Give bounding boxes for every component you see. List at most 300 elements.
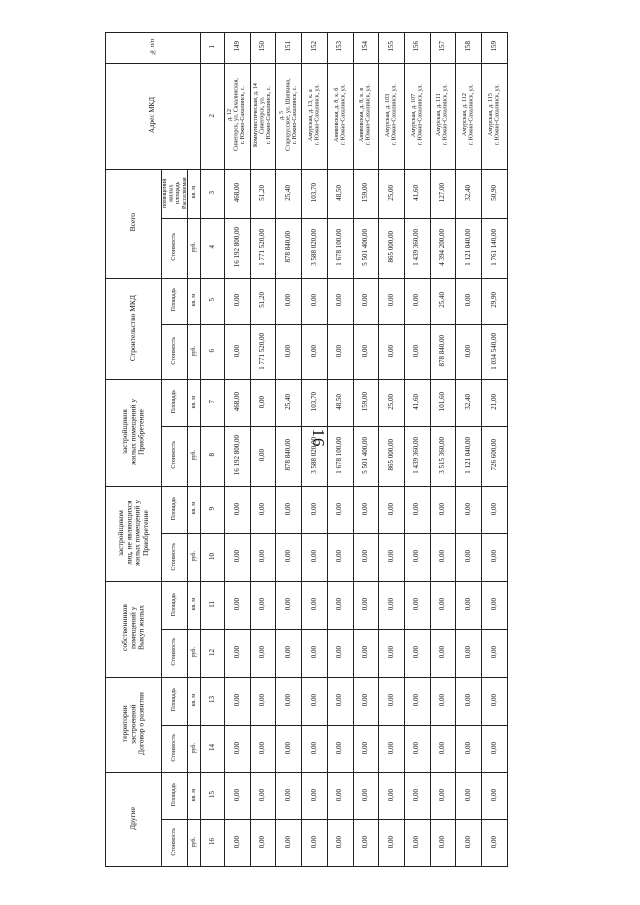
- table-row: [106, 427, 585, 487]
- cost-value: 0,00: [361, 741, 370, 754]
- table-cell: [276, 64, 302, 170]
- table-cell: [327, 427, 353, 487]
- row-number: 152: [309, 41, 318, 52]
- cost-value: 0,00: [258, 448, 267, 462]
- header-cell: [188, 278, 201, 325]
- table-cell: [404, 725, 430, 773]
- table-cell: [482, 64, 508, 170]
- cost-value: 0,00: [361, 645, 370, 659]
- table-cell: [379, 33, 405, 64]
- header-cell: [162, 773, 188, 820]
- cost-value: 0,00: [386, 741, 395, 754]
- unit-label: руб.: [190, 551, 197, 562]
- table-row: [106, 630, 585, 678]
- col-number: 1: [207, 44, 216, 49]
- area-value: 103,70: [309, 392, 318, 412]
- header-cell: [162, 630, 188, 678]
- table-cell: [302, 677, 328, 725]
- area-value: 0,00: [386, 293, 395, 307]
- table-cell: [456, 380, 482, 427]
- header-cell: [188, 325, 201, 380]
- table-cell: [379, 380, 405, 427]
- table-cell: [404, 630, 430, 678]
- table-cell: [379, 820, 405, 867]
- table-cell: [327, 725, 353, 773]
- cost-value: 0,00: [361, 344, 370, 358]
- header-cell: [201, 486, 225, 534]
- header-cell: [188, 677, 201, 725]
- area-value: 0,00: [386, 693, 395, 707]
- area-value: 25,00: [386, 184, 395, 201]
- area-value: 0,00: [438, 598, 447, 611]
- cost-value: 0,00: [309, 835, 318, 848]
- area-value: 0,00: [283, 788, 292, 802]
- table-cell: [353, 677, 379, 725]
- cost-value: 0,00: [463, 741, 472, 754]
- area-value: 0,00: [232, 293, 241, 307]
- table-row: [106, 820, 585, 867]
- table-cell: [482, 33, 508, 64]
- row-number: 156: [412, 41, 421, 52]
- cost-value: 0,00: [283, 741, 292, 754]
- table-cell: [225, 219, 251, 279]
- table-cell: [225, 677, 251, 725]
- table-cell: [327, 219, 353, 279]
- table-cell: [456, 582, 482, 630]
- table-cell: [276, 820, 302, 867]
- table-cell: [379, 630, 405, 678]
- cost-value: 3 588 020,00: [309, 436, 318, 474]
- row-number: 157: [438, 41, 447, 52]
- col-number: 12: [207, 648, 216, 656]
- table-cell: [327, 380, 353, 427]
- area-value: 0,00: [309, 293, 318, 307]
- area-value: 0,00: [463, 502, 472, 515]
- address-header: Адрес МКД: [148, 97, 157, 134]
- cost-value: 0,00: [283, 344, 292, 358]
- area-value: 0,00: [386, 502, 395, 515]
- table-cell: [430, 170, 456, 219]
- table-cell: [456, 820, 482, 867]
- table-cell: [250, 427, 276, 487]
- unit-label: кв. м: [190, 502, 197, 515]
- table-cell: [327, 534, 353, 582]
- cost-value: 1 761 140,00: [489, 228, 498, 266]
- area-value: 0,00: [335, 502, 344, 515]
- unit-label: кв. м: [190, 598, 197, 611]
- table-cell: [353, 725, 379, 773]
- table-cell: [302, 820, 328, 867]
- area-value: 25,40: [438, 292, 447, 308]
- cost-header: Стоимость: [171, 733, 178, 762]
- table-cell: [430, 820, 456, 867]
- table-cell: [353, 820, 379, 867]
- area-value: 41,60: [412, 184, 421, 201]
- group-header: Выкуп жилых помещений у собственников: [120, 604, 146, 652]
- table-cell: [456, 427, 482, 487]
- table-cell: [276, 278, 302, 325]
- cost-value: 0,00: [232, 645, 241, 659]
- cost-value: 0,00: [438, 550, 447, 563]
- cost-value: 878 840,00: [283, 231, 292, 263]
- table-cell: [482, 677, 508, 725]
- table-cell: [379, 534, 405, 582]
- area-value: 0,00: [258, 693, 267, 707]
- cost-value: 0,00: [258, 741, 267, 754]
- table-cell: [225, 582, 251, 630]
- header-cell: [188, 630, 201, 678]
- table-cell: [250, 64, 276, 170]
- table-cell: [327, 64, 353, 170]
- group-header-cell: [106, 278, 162, 380]
- unit-label: кв. м: [190, 788, 197, 802]
- area-value: 0,00: [258, 502, 267, 515]
- header-cell: [201, 278, 225, 325]
- table-cell: [302, 630, 328, 678]
- area-value: 468,00: [232, 392, 241, 412]
- table-cell: [302, 325, 328, 380]
- table-cell: [225, 630, 251, 678]
- col-number: 6: [207, 349, 216, 353]
- group-header: Приобретение жилых помещений у лиц, не являющихся застройщиком: [116, 499, 150, 566]
- cost-header: Стоимость: [171, 337, 178, 365]
- table-cell: [456, 677, 482, 725]
- table-cell: [482, 380, 508, 427]
- area-value: 0,00: [335, 598, 344, 611]
- header-cell: [188, 820, 201, 867]
- table-cell: [353, 170, 379, 219]
- table-cell: [456, 219, 482, 279]
- area-value: 0,00: [309, 788, 318, 802]
- cost-value: 0,00: [463, 645, 472, 659]
- cost-value: 0,00: [412, 835, 421, 848]
- table-cell: [250, 534, 276, 582]
- group-header-cell: [106, 170, 162, 278]
- area-value: 32,40: [463, 394, 472, 410]
- cost-value: 0,00: [386, 835, 395, 848]
- table-cell: [225, 534, 251, 582]
- table-cell: [276, 582, 302, 630]
- group-header: Приобретение жилых помещений у застройщиков: [120, 398, 146, 465]
- cost-value: 0,00: [438, 645, 447, 659]
- header-cell: [201, 630, 225, 678]
- table-cell: [276, 380, 302, 427]
- page-number: 16: [309, 428, 328, 448]
- table-cell: [302, 773, 328, 820]
- table-cell: [327, 486, 353, 534]
- area-value: 159,00: [361, 392, 370, 412]
- table-cell: [379, 325, 405, 380]
- area-value: 0,00: [283, 598, 292, 611]
- unit-label: руб.: [190, 836, 197, 847]
- address-cell: г. Южно-Сахалинск, с. Старорусское, ул. Шипкина, д. 5: [278, 78, 299, 152]
- area-value: 0,00: [386, 788, 395, 802]
- table-cell: [250, 33, 276, 64]
- table-cell: [250, 278, 276, 325]
- cost-value: 0,00: [335, 550, 344, 563]
- header-cell: [201, 820, 225, 867]
- area-value: 0,00: [438, 788, 447, 802]
- area-value: 32,40: [463, 184, 472, 201]
- area-header: Площадь: [171, 390, 178, 414]
- table-cell: [456, 278, 482, 325]
- area-value: 0,00: [412, 788, 421, 802]
- table-cell: [430, 33, 456, 64]
- header-cell: [162, 725, 188, 773]
- area-value: 159,00: [361, 183, 370, 203]
- table-row: [106, 486, 585, 534]
- cost-value: 0,00: [489, 550, 498, 563]
- area-value: 0,00: [412, 293, 421, 307]
- unit-label: руб.: [190, 241, 197, 253]
- table-cell: [302, 427, 328, 487]
- table-cell: [430, 534, 456, 582]
- table-cell: [482, 325, 508, 380]
- table-cell: [276, 534, 302, 582]
- table-cell: [276, 630, 302, 678]
- table-cell: [379, 582, 405, 630]
- area-value: 0,00: [309, 598, 318, 611]
- col-number: 8: [207, 453, 216, 457]
- area-value: 0,00: [489, 502, 498, 515]
- table-cell: [327, 278, 353, 325]
- cost-value: 0,00: [309, 741, 318, 754]
- table-cell: [482, 278, 508, 325]
- table-cell: [225, 170, 251, 219]
- table-cell: [302, 219, 328, 279]
- cost-header: Стоимость: [171, 542, 178, 571]
- cost-value: 0,00: [232, 344, 241, 358]
- group-header: Договор о развитии застроенной территории: [120, 692, 146, 756]
- table-cell: [456, 773, 482, 820]
- cost-value: 5 501 400,00: [361, 436, 370, 474]
- area-value: 29,90: [489, 292, 498, 308]
- cost-header: Стоимость: [171, 638, 178, 666]
- group-header: Другие: [128, 806, 138, 830]
- table-cell: [404, 219, 430, 279]
- table-cell: [302, 534, 328, 582]
- table-cell: [302, 380, 328, 427]
- area-value: 0,00: [463, 598, 472, 611]
- cost-value: 0,00: [438, 835, 447, 848]
- header-cell: [188, 170, 201, 219]
- table-cell: [327, 630, 353, 678]
- area-value: 101,60: [438, 392, 447, 412]
- cost-value: 0,00: [258, 835, 267, 848]
- cost-value: 1 121 040,00: [463, 228, 472, 266]
- col-number: 15: [207, 791, 216, 799]
- cost-value: 0,00: [335, 835, 344, 848]
- unit-label: кв. м: [190, 186, 197, 199]
- col-number: 3: [207, 190, 216, 195]
- cost-value: 0,00: [412, 550, 421, 563]
- col-number: 10: [207, 553, 216, 561]
- table-cell: [430, 582, 456, 630]
- address-cell: г. Южно-Сахалинск, ул. Амурская, д. 112: [462, 84, 475, 146]
- table-cell: [225, 820, 251, 867]
- group-header-cell: [106, 773, 162, 867]
- table-cell: [430, 64, 456, 170]
- table-cell: [302, 278, 328, 325]
- area-value: 25,40: [283, 394, 292, 410]
- cost-value: 0,00: [463, 835, 472, 848]
- row-number: 151: [283, 41, 292, 52]
- cost-value: 0,00: [335, 645, 344, 659]
- table-cell: [456, 725, 482, 773]
- table-cell: [456, 33, 482, 64]
- table-cell: [225, 486, 251, 534]
- header-cell: [106, 33, 201, 64]
- area-value: 0,00: [258, 788, 267, 802]
- area-header: Расселяемая площадь жилых помещений: [162, 176, 188, 209]
- table-row: [106, 677, 585, 725]
- area-value: 0,00: [412, 502, 421, 515]
- unit-label: кв. м: [190, 693, 197, 707]
- table-cell: [225, 725, 251, 773]
- table-cell: [404, 773, 430, 820]
- cost-value: 3 588 020,00: [309, 228, 318, 266]
- table-cell: [430, 325, 456, 380]
- table-cell: [379, 677, 405, 725]
- table-cell: [379, 427, 405, 487]
- header-cell: [201, 534, 225, 582]
- header-cell: [162, 427, 188, 487]
- table-cell: [482, 534, 508, 582]
- table-cell: [353, 534, 379, 582]
- cost-value: 726 600,00: [489, 439, 498, 471]
- area-value: 0,00: [232, 502, 241, 515]
- table-cell: [276, 33, 302, 64]
- cost-value: 0,00: [489, 741, 498, 754]
- table-cell: [327, 325, 353, 380]
- table-cell: [404, 380, 430, 427]
- area-value: 0,00: [489, 693, 498, 707]
- address-cell: г. Южно-Сахалинск, с. Синегорск, ул. Сахалинская, д. 12: [227, 78, 247, 152]
- cost-value: 878 840,00: [283, 439, 292, 471]
- area-value: 41,60: [412, 394, 421, 410]
- area-value: 0,00: [463, 693, 472, 707]
- area-header: Площадь: [171, 592, 178, 617]
- area-value: 0,00: [463, 293, 472, 307]
- table-row: [106, 534, 585, 582]
- cost-value: 0,00: [386, 550, 395, 563]
- cost-value: 0,00: [412, 645, 421, 659]
- cost-value: 0,00: [232, 835, 241, 848]
- cost-value: 0,00: [489, 835, 498, 848]
- cost-value: 1 678 100,00: [335, 436, 344, 474]
- area-value: 48,50: [335, 394, 344, 410]
- table-cell: [353, 630, 379, 678]
- cost-value: 865 000,00: [386, 231, 395, 263]
- area-value: 0,00: [489, 598, 498, 611]
- address-cell: г. Южно-Сахалинск, ул. Амурская, д. 107: [410, 84, 424, 146]
- group-header-cell: [106, 677, 162, 773]
- cost-value: 0,00: [412, 741, 421, 754]
- cost-value: 0,00: [232, 550, 241, 563]
- cost-header: Стоимость: [171, 827, 178, 856]
- unit-label: руб.: [190, 449, 197, 461]
- cost-value: 1 121 040,00: [463, 436, 472, 474]
- area-value: 0,00: [309, 502, 318, 515]
- table-row: [106, 582, 585, 630]
- cost-value: 0,00: [309, 344, 318, 358]
- table-cell: [456, 534, 482, 582]
- cost-header: Стоимость: [171, 233, 178, 261]
- table-cell: [302, 582, 328, 630]
- cost-value: 0,00: [361, 835, 370, 848]
- area-header: Площадь: [171, 688, 178, 712]
- table-cell: [482, 630, 508, 678]
- header-cell: [201, 219, 225, 279]
- cost-value: 16 192 800,00: [232, 226, 241, 268]
- cost-value: 0,00: [283, 835, 292, 848]
- cost-value: 0,00: [232, 741, 241, 754]
- table-cell: [379, 486, 405, 534]
- area-value: 127,00: [438, 183, 447, 203]
- header-cell: [162, 534, 188, 582]
- table-cell: [250, 725, 276, 773]
- col-number: 4: [207, 245, 216, 249]
- table-cell: [404, 582, 430, 630]
- header-cell: [201, 170, 225, 219]
- table-cell: [327, 677, 353, 725]
- cost-value: 0,00: [335, 741, 344, 754]
- header-cell: [162, 278, 188, 325]
- area-value: 0,00: [412, 598, 421, 611]
- table-row: [106, 725, 585, 773]
- table-cell: [276, 486, 302, 534]
- cost-value: 0,00: [335, 344, 344, 358]
- table-cell: [353, 33, 379, 64]
- table-cell: [302, 64, 328, 170]
- table-row: [106, 380, 585, 427]
- area-header: Площадь: [171, 497, 178, 521]
- area-value: 0,00: [489, 788, 498, 802]
- cost-value: 0,00: [258, 550, 267, 563]
- table-cell: [276, 773, 302, 820]
- table-row: [106, 219, 585, 279]
- header-cell: [201, 773, 225, 820]
- group-header-cell: [106, 380, 162, 486]
- table-cell: [482, 219, 508, 279]
- cost-value: 0,00: [386, 344, 395, 358]
- header-cell: [188, 725, 201, 773]
- group-header: Всего: [128, 213, 138, 232]
- table-cell: [250, 486, 276, 534]
- address-cell: г. Южно-Сахалинск, ул. Анивовская, д. 8, к. в: [359, 84, 372, 146]
- area-value: 0,00: [232, 788, 241, 802]
- row-number: 149: [232, 41, 241, 52]
- cost-value: 0,00: [463, 344, 472, 358]
- header-cell: [162, 582, 188, 630]
- header-cell: [162, 677, 188, 725]
- area-value: 0,00: [258, 395, 267, 408]
- unit-label: руб.: [190, 742, 197, 753]
- table-row: [106, 325, 585, 380]
- table-cell: [302, 486, 328, 534]
- table-cell: [482, 582, 508, 630]
- table-cell: [404, 486, 430, 534]
- table-cell: [276, 427, 302, 487]
- table-cell: [353, 427, 379, 487]
- cost-value: 1 439 360,00: [412, 436, 421, 474]
- table-cell: [250, 325, 276, 380]
- area-value: 0,00: [361, 693, 370, 707]
- unit-label: руб.: [190, 646, 197, 658]
- area-value: 48,50: [335, 184, 344, 201]
- cost-value: 1 678 100,00: [335, 228, 344, 266]
- header-cell: [162, 820, 188, 867]
